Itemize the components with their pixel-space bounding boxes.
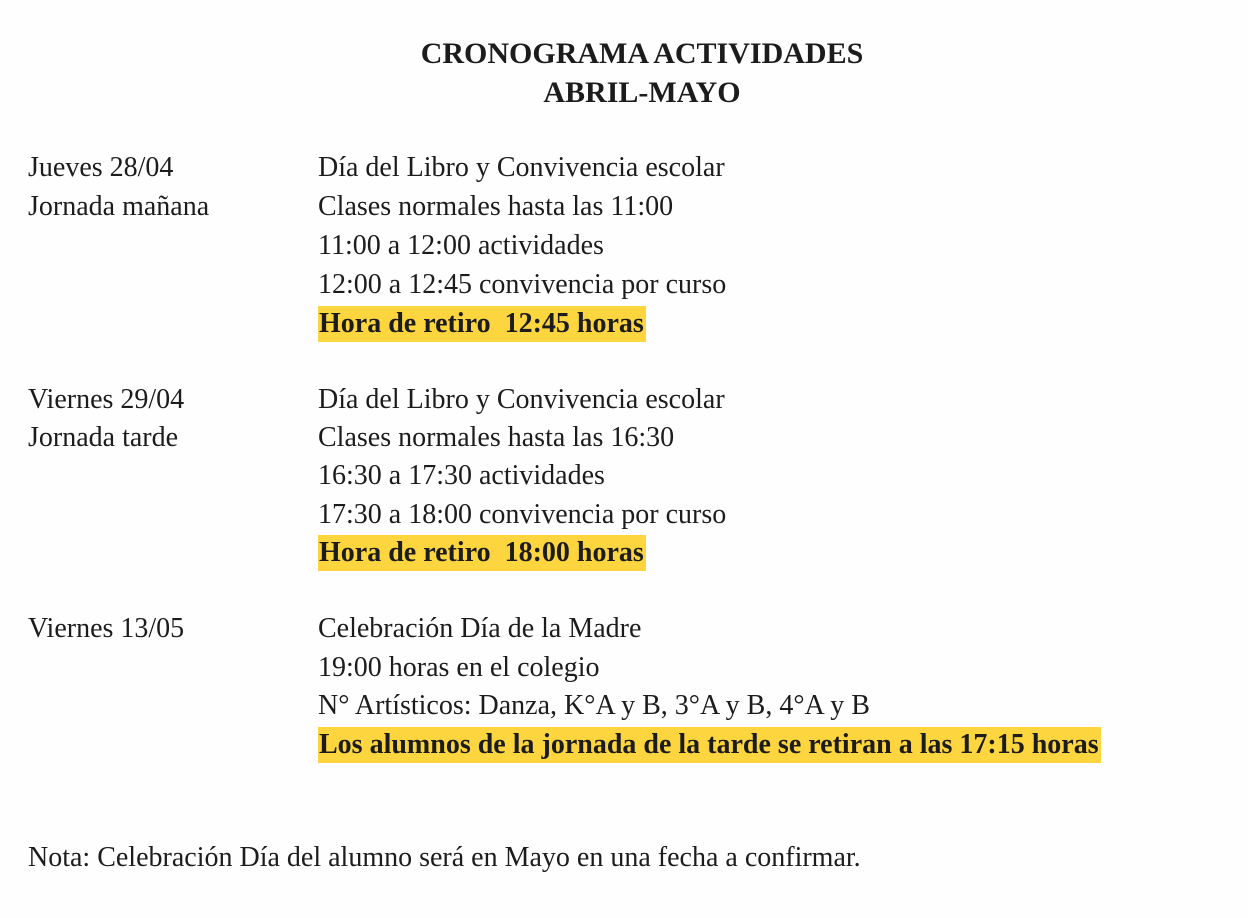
entry-line: 19:00 horas en el colegio — [318, 652, 600, 683]
entry-line: Día del Libro y Convivencia escolar — [318, 152, 725, 183]
title-line-2: ABRIL-MAYO — [543, 76, 741, 109]
entry-highlight: Hora de retiro 12:45 horas — [318, 306, 646, 342]
entry-line: N° Artísticos: Danza, K°A y B, 3°A y B, 4°A y B — [318, 690, 870, 721]
entry-shift: Jornada mañana — [28, 191, 210, 222]
entry-day: Viernes 13/05 — [28, 613, 185, 644]
entry-line: Día del Libro y Convivencia escolar — [318, 384, 725, 415]
title-line-1: CRONOGRAMA ACTIVIDADES — [420, 37, 864, 70]
entry-line: 12:00 a 12:45 convivencia por curso — [318, 269, 727, 300]
entry-day: Jueves 28/04 — [28, 152, 174, 183]
entry-line: Clases normales hasta las 16:30 — [318, 422, 675, 453]
entry-highlight: Los alumnos de la jornada de la tarde se retiran a las 17:15 horas — [318, 727, 1101, 763]
entry-line: Clases normales hasta las 11:00 — [318, 191, 674, 222]
entry-line: 16:30 a 17:30 actividades — [318, 460, 605, 491]
entry-line: 17:30 a 18:00 convivencia por curso — [318, 499, 727, 530]
entry-line: 11:00 a 12:00 actividades — [318, 230, 604, 261]
entry-line: Celebración Día de la Madre — [318, 613, 642, 644]
entry-highlight: Hora de retiro 18:00 horas — [318, 535, 646, 571]
entry-shift: Jornada tarde — [28, 422, 179, 453]
footer-note: Nota: Celebración Día del alumno será en Mayo en una fecha a confirmar. — [28, 842, 861, 873]
entry-day: Viernes 29/04 — [28, 384, 185, 415]
